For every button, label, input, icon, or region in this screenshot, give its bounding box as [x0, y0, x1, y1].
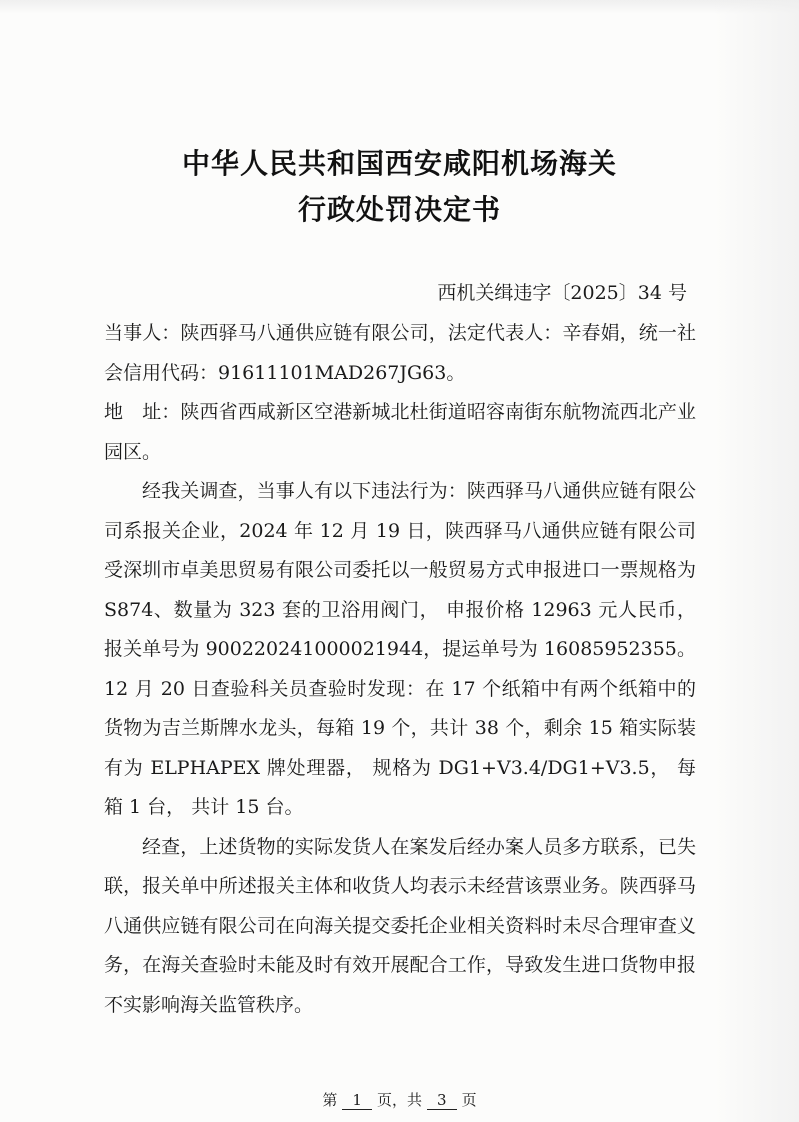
document-title-line1: 中华人民共和国西安咸阳机场海关: [181, 147, 617, 180]
party-text: 陕西驿马八通供应链有限公司，法定代表人：辛春娟，统一社会信用代码：91611101MAD267JG63。: [104, 322, 696, 384]
footer-prefix: 第: [322, 1091, 338, 1109]
document-body: [104, 314, 696, 1025]
document-title-line2: 行政处罚决定书: [297, 193, 501, 226]
investigation-paragraph: 经我关调查，当事人有以下违法行为：陕西驿马八通供应链有限公司系报关企业，2024 年 12 月 19 日，陕西驿马八通供应链有限公司受深圳市卓美思贸易有限公司委托以一般贸易方式申报进口一票规格为 S874、数量为 323 套的卫浴用阀门， 申报价格 12963 元人民币， 报关单号为 900220241000021944，提运单号为 16085952355。12 月 20 日查验科关员查验时发现：在 17 个纸箱中有两个纸箱中的货物为吉兰斯牌水龙头，每箱 19 个，共计 38 个，剩余 15 箱实际装有为 ELPHAPEX 牌处理器， 规格为 DG1+V3.4/DG1+V3.5， 每箱 1 台， 共计 15 台。: [104, 480, 696, 818]
party-paragraph: [104, 314, 696, 393]
address-text: 陕西省西咸新区空港新城北杜街道昭容南街东航物流西北产业园区。: [104, 401, 696, 463]
footer-middle: 页，共: [376, 1091, 422, 1109]
finding-paragraph: 经查，上述货物的实际发货人在案发后经办案人员多方联系，已失联，报关单中所述报关主体和收货人均表示未经营该票业务。陕西驿马八通供应链有限公司在向海关提交委托企业相关资料时未尽合理审查义务，在海关查验时未能及时有效开展配合工作，导致发生进口货物申报不实影响海关监管秩序。: [104, 835, 696, 1016]
party-label: 当事人：: [104, 322, 181, 344]
scan-shadow-top: [0, 0, 799, 14]
total-pages-number: 3: [427, 1092, 457, 1110]
footer-suffix: 页: [461, 1091, 477, 1109]
address-label: 地 址：: [104, 401, 181, 423]
current-page-number: 1: [342, 1092, 372, 1110]
page-footer: [0, 1089, 799, 1110]
document-number: 西机关缉违字〔2025〕34 号: [437, 282, 687, 304]
address-paragraph: [104, 393, 696, 472]
